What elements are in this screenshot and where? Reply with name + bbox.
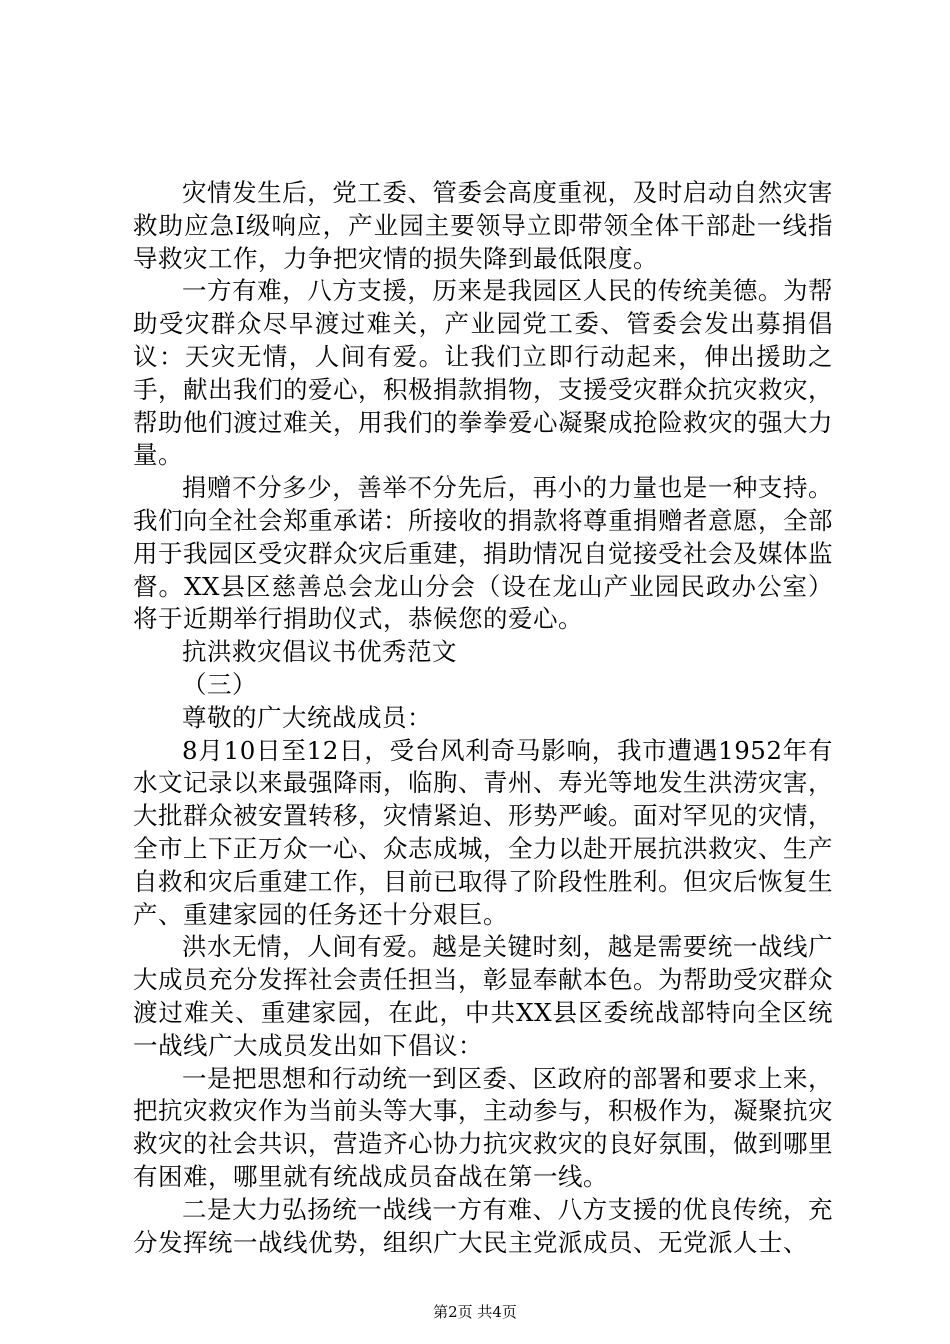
paragraph-proposal-one: 一是把思想和行动统一到区委、区政府的部署和要求上来，把抗灾救灾作为当前头等大事，主动参与，积极作为，凝聚抗灾救灾的社会共识，营造齐心协力抗灾救灾的良好氛围，做到哪里有困难，哪里就有统战成员奋战在第一线。 xyxy=(133,1063,833,1191)
paragraph-donation-promise: 捐赠不分多少，善举不分先后，再小的力量也是一种支持。我们向全社会郑重承诺：所接收的捐款将尊重捐赠者意愿，全部用于我园区受灾群众灾后重建，捐助情况自觉接受社会及媒体监督。XX县区慈善总会龙山分会（设在龙山产业园民政办公室）将于近期举行捐助仪式，恭候您的爱心。 xyxy=(133,473,833,634)
salutation: 尊敬的广大统战成员： xyxy=(182,702,432,732)
paragraph-disaster-response: 灾情发生后，党工委、管委会高度重视，及时启动自然灾害救助应急Ⅰ级响应，产业园主要领导立即带领全体干部赴一线指导救灾工作，力争把灾情的损失降到最低限度。 xyxy=(133,178,833,273)
section-number: （三） xyxy=(182,669,257,699)
paragraph-flood-situation: 8月10日至12日，受台风利奇马影响，我市遭遇1952年有水文记录以来最强降雨，临朐、青州、寿光等地发生洪涝灾害，大批群众被安置转移，灾情紧迫、形势严峻。面对罕见的灾情，全市上下正万众一心、众志成城，全力以赴开展抗洪救灾、生产自救和灾后重建工作，目前已取得了阶段性胜利。但灾后恢复生产、重建家园的任务还十分艰巨。 xyxy=(133,735,833,929)
paragraph-proposal-two: 二是大力弘扬统一战线一方有难、八方支援的优良传统，充分发挥统一战线优势，组织广大民主党派成员、无党派人士、 xyxy=(133,1194,833,1257)
paragraph-proposal-intro: 洪水无情，人间有爱。越是关键时刻，越是需要统一战线广大成员充分发挥社会责任担当，彰显奉献本色。为帮助受灾群众渡过难关、重建家园，在此，中共XX县区委统战部特向全区统一战线广大成员发出如下倡议： xyxy=(133,932,833,1060)
document-body xyxy=(133,177,833,1259)
paragraph-donation-appeal: 一方有难，八方支援，历来是我园区人民的传统美德。为帮助受灾群众尽早渡过难关，产业园党工委、管委会发出募捐倡议：天灾无情，人间有爱。让我们立即行动起来，伸出援助之手，献出我们的爱心，积极捐款捐物，支援受灾群众抗灾救灾，帮助他们渡过难关，用我们的拳拳爱心凝聚成抢险救灾的强大力量。 xyxy=(133,276,833,470)
section-title: 抗洪救灾倡议书优秀范文 xyxy=(182,637,457,667)
page-number-footer: 第2页 共4页 xyxy=(433,1303,517,1321)
